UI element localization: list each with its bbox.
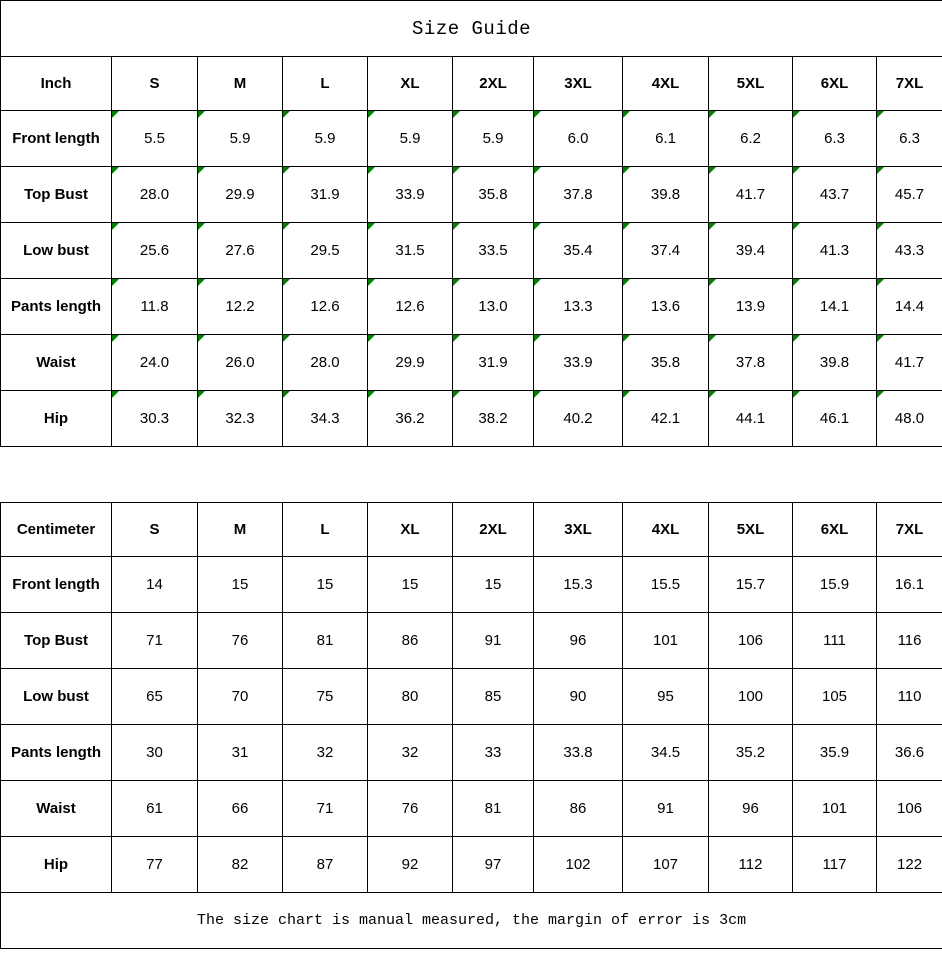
size-value-cell: 35.8	[453, 167, 534, 223]
size-value-cell: 70	[198, 669, 283, 725]
size-column-header: 2XL	[453, 57, 534, 111]
size-column-header: 3XL	[534, 57, 623, 111]
cell-flag-triangle-icon	[877, 223, 884, 230]
size-value-cell: 44.1	[709, 391, 793, 447]
size-value-cell: 26.0	[198, 335, 283, 391]
size-value-cell: 15	[198, 557, 283, 613]
size-value-cell: 43.7	[793, 167, 877, 223]
size-value-cell: 91	[623, 781, 709, 837]
size-value-cell: 14.4	[877, 279, 942, 335]
size-value-cell: 106	[709, 613, 793, 669]
size-value-cell: 81	[453, 781, 534, 837]
size-value-cell: 5.9	[283, 111, 368, 167]
size-value-cell: 110	[877, 669, 942, 725]
size-value-cell: 106	[877, 781, 942, 837]
size-value-cell: 105	[793, 669, 877, 725]
size-value-cell: 76	[368, 781, 453, 837]
spacer-cell	[1, 447, 942, 503]
cell-flag-triangle-icon	[368, 391, 375, 398]
size-value-cell: 82	[198, 837, 283, 893]
size-value-cell: 29.5	[283, 223, 368, 279]
size-value-cell: 15	[368, 557, 453, 613]
cell-flag-triangle-icon	[877, 391, 884, 398]
size-value-cell: 35.9	[793, 725, 877, 781]
size-value-cell: 28.0	[112, 167, 198, 223]
measurement-row	[1, 111, 942, 167]
cell-flag-triangle-icon	[453, 391, 460, 398]
size-column-header: 6XL	[793, 57, 877, 111]
cell-flag-triangle-icon	[793, 223, 800, 230]
cell-flag-triangle-icon	[709, 167, 716, 174]
size-value-cell: 86	[368, 613, 453, 669]
size-value-cell: 5.9	[368, 111, 453, 167]
size-column-header: 2XL	[453, 503, 534, 557]
size-value-cell: 32	[368, 725, 453, 781]
size-value-cell: 25.6	[112, 223, 198, 279]
size-value-cell: 45.7	[877, 167, 942, 223]
cell-flag-triangle-icon	[877, 111, 884, 118]
size-value-cell: 11.8	[112, 279, 198, 335]
footer-row	[1, 893, 942, 949]
cell-flag-triangle-icon	[283, 167, 290, 174]
size-value-cell: 14	[112, 557, 198, 613]
size-value-cell: 43.3	[877, 223, 942, 279]
size-value-cell: 41.7	[877, 335, 942, 391]
cell-flag-triangle-icon	[368, 223, 375, 230]
size-value-cell: 35.4	[534, 223, 623, 279]
size-value-cell: 91	[453, 613, 534, 669]
cell-flag-triangle-icon	[453, 223, 460, 230]
unit-header-row	[1, 57, 942, 111]
cell-flag-triangle-icon	[283, 335, 290, 342]
measurement-row	[1, 279, 942, 335]
measurement-row	[1, 781, 942, 837]
size-column-header: 4XL	[623, 503, 709, 557]
size-value-cell: 48.0	[877, 391, 942, 447]
size-value-cell: 27.6	[198, 223, 283, 279]
size-value-cell: 107	[623, 837, 709, 893]
size-value-cell: 40.2	[534, 391, 623, 447]
size-value-cell: 35.2	[709, 725, 793, 781]
cell-flag-triangle-icon	[623, 111, 630, 118]
size-value-cell: 33.5	[453, 223, 534, 279]
size-value-cell: 15.9	[793, 557, 877, 613]
size-value-cell: 36.2	[368, 391, 453, 447]
cell-flag-triangle-icon	[453, 111, 460, 118]
row-label: Low bust	[1, 669, 112, 725]
size-value-cell: 122	[877, 837, 942, 893]
cell-flag-triangle-icon	[198, 111, 205, 118]
cell-flag-triangle-icon	[793, 391, 800, 398]
size-value-cell: 96	[709, 781, 793, 837]
size-column-header: 7XL	[877, 503, 942, 557]
size-value-cell: 15	[453, 557, 534, 613]
cell-flag-triangle-icon	[534, 335, 541, 342]
cell-flag-triangle-icon	[283, 223, 290, 230]
size-value-cell: 15.7	[709, 557, 793, 613]
cell-flag-triangle-icon	[877, 335, 884, 342]
size-column-header: 4XL	[623, 57, 709, 111]
cell-flag-triangle-icon	[709, 279, 716, 286]
size-value-cell: 31.9	[453, 335, 534, 391]
size-value-cell: 15.3	[534, 557, 623, 613]
measurement-row	[1, 391, 942, 447]
size-value-cell: 32.3	[198, 391, 283, 447]
size-value-cell: 87	[283, 837, 368, 893]
size-value-cell: 90	[534, 669, 623, 725]
unit-header-centimeter: Centimeter	[1, 503, 112, 557]
size-value-cell: 33.8	[534, 725, 623, 781]
row-label: Waist	[1, 335, 112, 391]
size-value-cell: 32	[283, 725, 368, 781]
measurement-row	[1, 613, 942, 669]
size-value-cell: 111	[793, 613, 877, 669]
cell-flag-triangle-icon	[793, 335, 800, 342]
size-value-cell: 46.1	[793, 391, 877, 447]
size-value-cell: 92	[368, 837, 453, 893]
cell-flag-triangle-icon	[198, 223, 205, 230]
cell-flag-triangle-icon	[368, 279, 375, 286]
row-label: Front length	[1, 557, 112, 613]
size-value-cell: 33.9	[534, 335, 623, 391]
size-value-cell: 61	[112, 781, 198, 837]
cell-flag-triangle-icon	[534, 223, 541, 230]
size-value-cell: 100	[709, 669, 793, 725]
size-value-cell: 101	[623, 613, 709, 669]
size-value-cell: 15	[283, 557, 368, 613]
size-value-cell: 102	[534, 837, 623, 893]
cell-flag-triangle-icon	[198, 335, 205, 342]
size-value-cell: 97	[453, 837, 534, 893]
size-value-cell: 39.4	[709, 223, 793, 279]
cell-flag-triangle-icon	[368, 111, 375, 118]
size-value-cell: 30.3	[112, 391, 198, 447]
size-column-header: L	[283, 503, 368, 557]
size-column-header: 7XL	[877, 57, 942, 111]
cell-flag-triangle-icon	[623, 223, 630, 230]
footer-note: The size chart is manual measured, the margin of error is 3cm	[1, 893, 942, 949]
measurement-row	[1, 557, 942, 613]
size-column-header: XL	[368, 503, 453, 557]
size-value-cell: 41.3	[793, 223, 877, 279]
measurement-row	[1, 725, 942, 781]
measurement-row	[1, 669, 942, 725]
cell-flag-triangle-icon	[793, 279, 800, 286]
cell-flag-triangle-icon	[534, 279, 541, 286]
size-value-cell: 39.8	[793, 335, 877, 391]
size-value-cell: 117	[793, 837, 877, 893]
size-column-header: 5XL	[709, 57, 793, 111]
measurement-row	[1, 837, 942, 893]
spacer-row	[1, 447, 942, 503]
cell-flag-triangle-icon	[877, 279, 884, 286]
size-value-cell: 30	[112, 725, 198, 781]
cell-flag-triangle-icon	[877, 167, 884, 174]
row-label: Hip	[1, 837, 112, 893]
size-value-cell: 33	[453, 725, 534, 781]
size-value-cell: 116	[877, 613, 942, 669]
measurement-row	[1, 335, 942, 391]
cell-flag-triangle-icon	[198, 279, 205, 286]
size-value-cell: 29.9	[198, 167, 283, 223]
size-value-cell: 39.8	[623, 167, 709, 223]
row-label: Pants length	[1, 279, 112, 335]
size-value-cell: 95	[623, 669, 709, 725]
cell-flag-triangle-icon	[112, 223, 119, 230]
size-value-cell: 31	[198, 725, 283, 781]
cell-flag-triangle-icon	[623, 335, 630, 342]
cell-flag-triangle-icon	[623, 391, 630, 398]
size-value-cell: 38.2	[453, 391, 534, 447]
measurement-row	[1, 167, 942, 223]
size-value-cell: 13.0	[453, 279, 534, 335]
cell-flag-triangle-icon	[283, 391, 290, 398]
row-label: Low bust	[1, 223, 112, 279]
cell-flag-triangle-icon	[112, 391, 119, 398]
row-label: Front length	[1, 111, 112, 167]
size-value-cell: 6.0	[534, 111, 623, 167]
row-label: Top Bust	[1, 613, 112, 669]
size-value-cell: 41.7	[709, 167, 793, 223]
cell-flag-triangle-icon	[623, 167, 630, 174]
cell-flag-triangle-icon	[112, 335, 119, 342]
size-column-header: M	[198, 57, 283, 111]
size-value-cell: 85	[453, 669, 534, 725]
size-value-cell: 37.8	[709, 335, 793, 391]
size-value-cell: 66	[198, 781, 283, 837]
size-value-cell: 86	[534, 781, 623, 837]
size-value-cell: 15.5	[623, 557, 709, 613]
size-value-cell: 13.3	[534, 279, 623, 335]
cell-flag-triangle-icon	[534, 167, 541, 174]
cell-flag-triangle-icon	[709, 335, 716, 342]
size-value-cell: 24.0	[112, 335, 198, 391]
size-column-header: M	[198, 503, 283, 557]
unit-header-inch: Inch	[1, 57, 112, 111]
size-value-cell: 33.9	[368, 167, 453, 223]
cell-flag-triangle-icon	[709, 391, 716, 398]
size-column-header: S	[112, 57, 198, 111]
size-value-cell: 36.6	[877, 725, 942, 781]
size-value-cell: 96	[534, 613, 623, 669]
cell-flag-triangle-icon	[793, 167, 800, 174]
size-value-cell: 71	[283, 781, 368, 837]
cell-flag-triangle-icon	[453, 279, 460, 286]
unit-header-row	[1, 503, 942, 557]
size-column-header: XL	[368, 57, 453, 111]
row-label: Pants length	[1, 725, 112, 781]
size-value-cell: 81	[283, 613, 368, 669]
size-value-cell: 12.2	[198, 279, 283, 335]
size-value-cell: 75	[283, 669, 368, 725]
size-value-cell: 5.5	[112, 111, 198, 167]
cell-flag-triangle-icon	[198, 391, 205, 398]
cell-flag-triangle-icon	[623, 279, 630, 286]
cell-flag-triangle-icon	[453, 335, 460, 342]
row-label: Hip	[1, 391, 112, 447]
size-value-cell: 5.9	[453, 111, 534, 167]
size-value-cell: 6.2	[709, 111, 793, 167]
size-column-header: 6XL	[793, 503, 877, 557]
size-value-cell: 37.4	[623, 223, 709, 279]
size-value-cell: 101	[793, 781, 877, 837]
cell-flag-triangle-icon	[112, 279, 119, 286]
cell-flag-triangle-icon	[453, 167, 460, 174]
size-value-cell: 14.1	[793, 279, 877, 335]
size-value-cell: 16.1	[877, 557, 942, 613]
cell-flag-triangle-icon	[534, 111, 541, 118]
page-title: Size Guide	[1, 1, 942, 57]
size-value-cell: 6.1	[623, 111, 709, 167]
size-value-cell: 28.0	[283, 335, 368, 391]
size-value-cell: 76	[198, 613, 283, 669]
size-value-cell: 80	[368, 669, 453, 725]
size-value-cell: 71	[112, 613, 198, 669]
cell-flag-triangle-icon	[368, 167, 375, 174]
cell-flag-triangle-icon	[368, 335, 375, 342]
cell-flag-triangle-icon	[534, 391, 541, 398]
size-value-cell: 77	[112, 837, 198, 893]
cell-flag-triangle-icon	[283, 111, 290, 118]
cell-flag-triangle-icon	[709, 111, 716, 118]
measurement-row	[1, 223, 942, 279]
size-value-cell: 5.9	[198, 111, 283, 167]
cell-flag-triangle-icon	[198, 167, 205, 174]
size-value-cell: 35.8	[623, 335, 709, 391]
size-value-cell: 34.5	[623, 725, 709, 781]
cell-flag-triangle-icon	[709, 223, 716, 230]
size-value-cell: 31.5	[368, 223, 453, 279]
cell-flag-triangle-icon	[793, 111, 800, 118]
size-column-header: 5XL	[709, 503, 793, 557]
size-value-cell: 12.6	[368, 279, 453, 335]
size-value-cell: 42.1	[623, 391, 709, 447]
size-value-cell: 12.6	[283, 279, 368, 335]
size-value-cell: 112	[709, 837, 793, 893]
size-value-cell: 34.3	[283, 391, 368, 447]
size-column-header: S	[112, 503, 198, 557]
row-label: Top Bust	[1, 167, 112, 223]
cell-flag-triangle-icon	[112, 111, 119, 118]
size-value-cell: 13.6	[623, 279, 709, 335]
size-value-cell: 65	[112, 669, 198, 725]
size-value-cell: 31.9	[283, 167, 368, 223]
title-row	[1, 1, 942, 57]
size-value-cell: 6.3	[877, 111, 942, 167]
size-value-cell: 37.8	[534, 167, 623, 223]
size-column-header: 3XL	[534, 503, 623, 557]
cell-flag-triangle-icon	[283, 279, 290, 286]
cell-flag-triangle-icon	[112, 167, 119, 174]
size-value-cell: 6.3	[793, 111, 877, 167]
row-label: Waist	[1, 781, 112, 837]
size-value-cell: 29.9	[368, 335, 453, 391]
size-value-cell: 13.9	[709, 279, 793, 335]
size-column-header: L	[283, 57, 368, 111]
